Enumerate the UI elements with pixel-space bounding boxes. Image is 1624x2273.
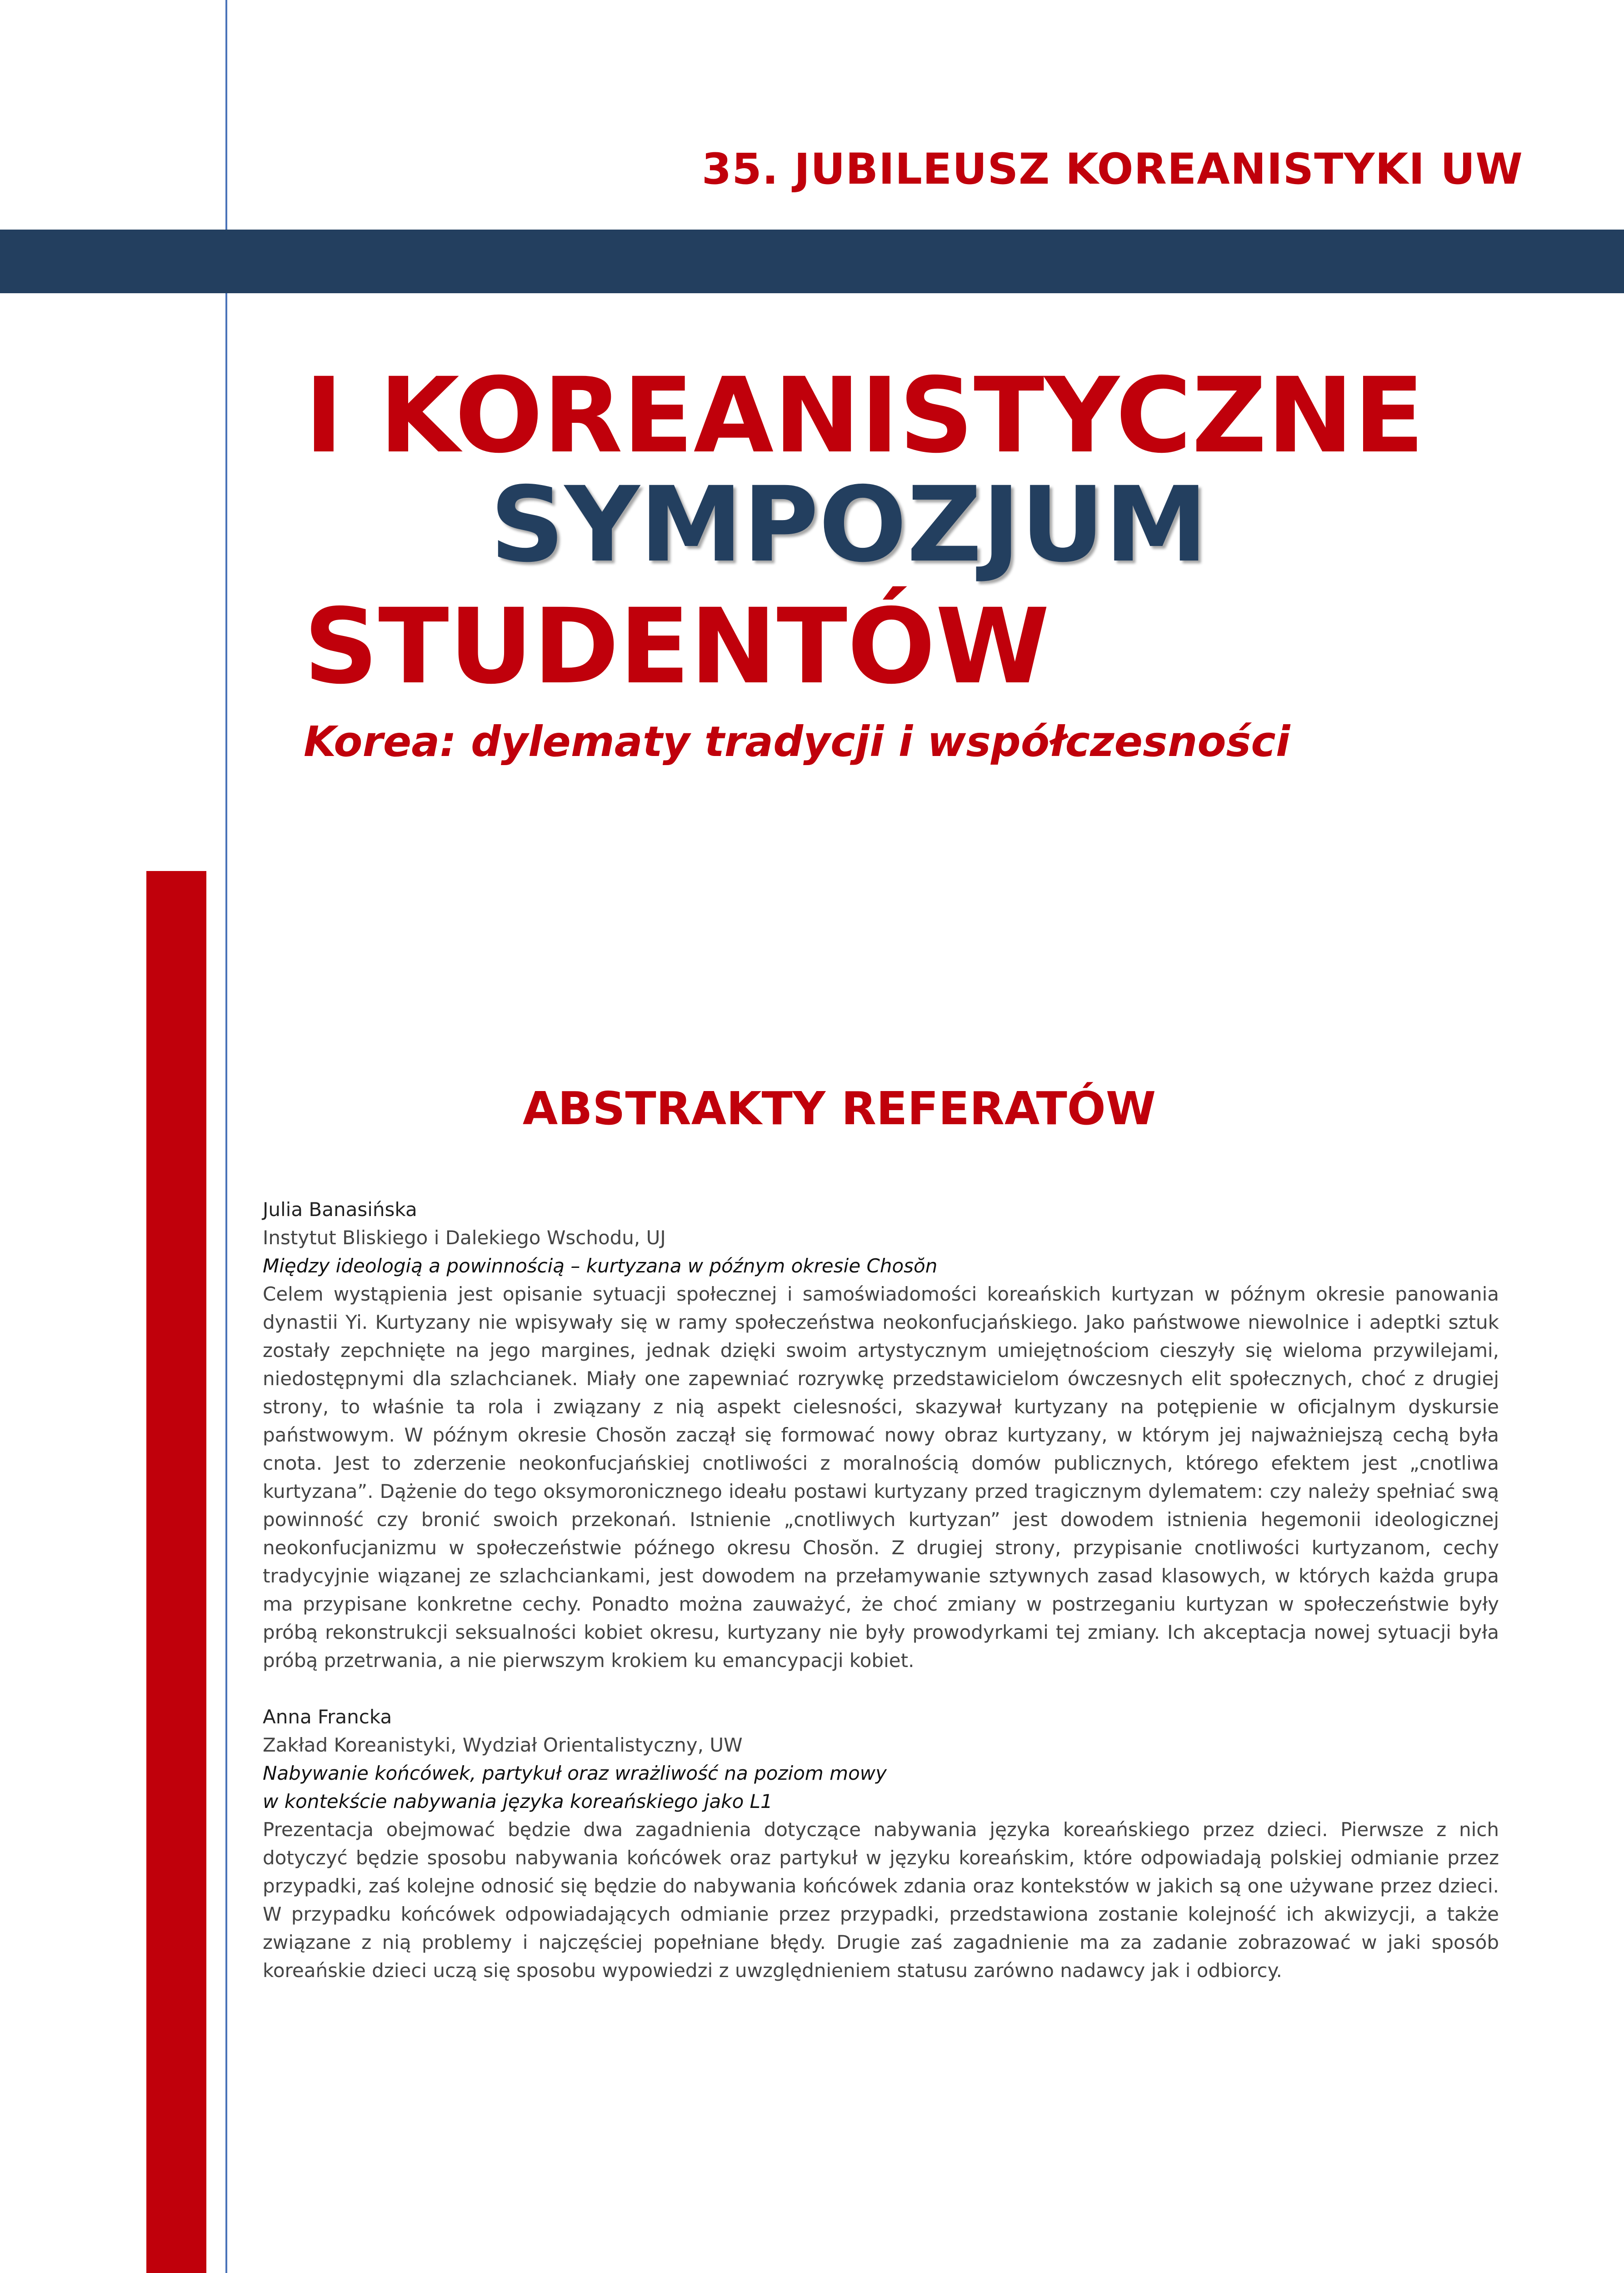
- title-line-2: SYMPOZJUM: [490, 464, 1208, 585]
- abstract-author: Julia Banasińska: [263, 1198, 417, 1221]
- title-line-1: I KOREANISTYCZNE: [305, 355, 1424, 476]
- jubilee-header: 35. JUBILEUSZ KOREANISTYKI UW: [701, 145, 1523, 194]
- abstract-text: Celem wystąpienia jest opisanie sytuacji społecznej i samoświadomości koreańskich kurtyzan w późnym okresie panowania dynastii Yi. Kurtyzany nie wpisywały się w ramy społeczeństwa neokonfucjańskiego. Jako państwowe niewolnice i adeptki sztuk zostały zepchnięte na jego margines, jednak dzięki swoim artystycznym umiejętnościom cieszyły się wieloma przywilejami, niedostępnymi dla szlachcianek. Miały one zapewniać rozrywkę przedstawicielom ówczesnych elit społecznych, choć z drugiej strony, to właśnie ta rola i związany z nią aspekt cielesności, skazywał kurtyzany na potępienie w oficjalnym dyskursie państwowym. W późnym okresie Chosŏn zaczął się formować nowy obraz kurtyzany, w którym jej najważniejszą cechą była cnota. Jest to zderzenie neokonfucjańskiej cnotliwości z moralnością domów publicznych, którego efektem jest „cnotliwa kurtyzana”. Dążenie do tego oksymoronicznego ideału postawi kurtyzany przed tragicznym dylematem: czy należy spełniać swą powinność czy bronić swoich przekonań. Istnienie „cnotliwych kurtyzan” jest dowodem istnienia hegemonii ideologicznej neokonfucjanizmu w społeczeństwie późnego okresu Chosŏn. Z drugiej strony, przypisanie cnotliwości kurtyzanom, cechy tradycyjnie wiązanej ze szlachciankami, jest dowodem na przełamywanie sztywnych zasad klasowych, w których każda grupa ma przypisane konkretne cechy. Ponadto można zauważyć, że choć zmiany w postrzeganiu kurtyzan w społeczeństwie były próbą rekonstrukcji seksualności kobiet okresu, kurtyzany nie były prowodyrkami tej zmiany. Ich akceptacja nowej sytuacji była próbą przetrwania, a nie pierwszym krokiem ku emancypacji kobiet.: [263, 1283, 1499, 1672]
- abstract-item: [263, 1196, 1499, 1675]
- side-accent-bar: [146, 871, 206, 2273]
- header-bar: [0, 230, 1624, 293]
- abstract-text: Prezentacja obejmować będzie dwa zagadnienia dotyczące nabywania języka koreańskiego przez dzieci. Pierwsze z nich dotyczyć będzie sposobu nabywania końcówek oraz partykuł w języku koreańskim, które odpowiadają polskiej odmianie przez przypadki, zaś kolejne odnosić się będzie do nabywania końcówek zdania oraz kontekstów w jakich są one używane przez dzieci. W przypadku końcówek odpowiadających odmianie przez przypadki, przedstawiona zostanie kolejność ich akwizycji, a także związane z nią problemy i najczęściej popełniane błędy. Drugie zaś zagadnienie ma za zadanie zobrazować w jaki sposób koreańskie dzieci uczą się sposobu wypowiedzi z uwzględnieniem statusu zarówno nadawcy jak i odbiorcy.: [263, 1818, 1499, 1982]
- title-line-3: STUDENTÓW: [304, 586, 1050, 707]
- abstract-author: Anna Francka: [263, 1706, 392, 1728]
- subtitle: Korea: dylematy tradycji i współczesności: [304, 717, 1290, 766]
- abstract-affiliation: Zakład Koreanistyki, Wydział Orientalistyczny, UW: [263, 1734, 743, 1756]
- abstract-affiliation: Instytut Bliskiego i Dalekiego Wschodu, UJ: [263, 1227, 666, 1249]
- section-heading: ABSTRAKTY REFERATÓW: [522, 1082, 1156, 1135]
- abstract-title: Nabywanie końcówek, partykuł oraz wrażliwość na poziom mowy w kontekście nabywania języka koreańskiego jako L1: [263, 1762, 887, 1812]
- abstract-title: Między ideologią a powinnością – kurtyzana w późnym okresie Chosŏn: [263, 1255, 938, 1277]
- abstracts-list: [263, 1196, 1499, 2013]
- margin-line: [225, 0, 227, 2273]
- abstract-item: [263, 1703, 1499, 1985]
